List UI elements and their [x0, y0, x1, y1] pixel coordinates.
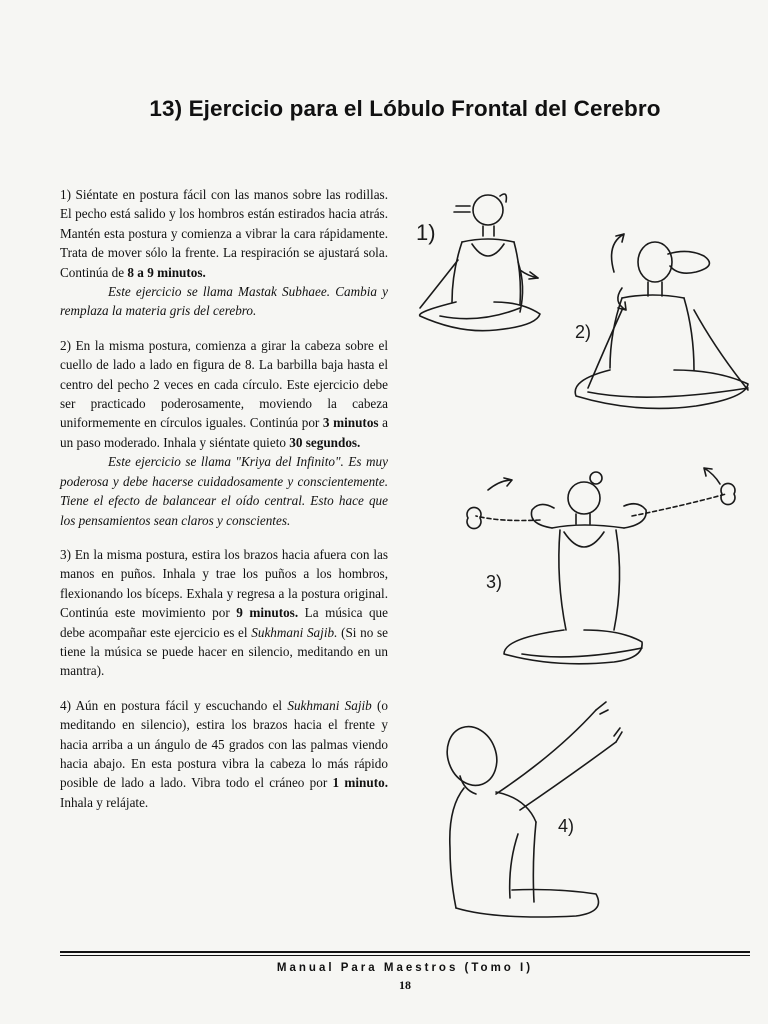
step-2-note: Este ejercicio se llama "Kriya del Infinito". Es muy poderosa y debe hacerse cuidadosamente y conscientemente. Tiene el efecto de balancear el oído central. Esto hace que los pensamientos sean claros y conscientes.	[60, 454, 388, 528]
page-title: 13) Ejercicio para el Lóbulo Frontal del Cerebro	[149, 96, 661, 121]
step-4-text-2: (o meditando en silencio), estira los brazos hacia el frente y hacia arriba a un ángulo de 45 grados con las palmas viendo hacia abajo. En esta postura vibra la cabeza lo más rápido posible de lado a lado. Vibra todo el cráneo por	[60, 697, 388, 791]
step-1-text: 1) Siéntate en postura fácil con las manos sobre las rodillas. El pecho está salido y los hombros están estirados hacia atrás. Mantén esta postura y comienza a vibrar la cara rápidamente. Trata de mover sólo la frente. La respiración se ajustará sola. Continúa de	[60, 187, 388, 280]
figure-3-label: 3)	[486, 572, 503, 592]
figure-1-illustration	[420, 194, 540, 331]
step-4-paragraph	[60, 696, 388, 812]
footer-title: Manual Para Maestros (Tomo I)	[276, 962, 534, 974]
step-2-rest: 30 segundos.	[289, 434, 361, 450]
figure-2-illustration	[575, 234, 748, 408]
step-4-music: Sukhmani Sajib	[287, 697, 372, 713]
step-1-paragraph	[60, 185, 388, 321]
step-3-paragraph	[60, 545, 388, 681]
step-3-text-2: La música que debe acompañar este ejercicio es el	[60, 605, 388, 640]
instructions-column	[60, 185, 388, 827]
step-4-text: 4) Aún en postura fácil y escuchando el	[60, 697, 288, 713]
step-4-text-3: Inhala y relájate.	[60, 794, 149, 810]
figure-4-label: 4)	[558, 816, 575, 836]
footer-rule-thin	[60, 955, 750, 956]
footer-rule	[60, 951, 750, 953]
illustrations	[400, 170, 768, 950]
step-3-music: Sukhmani Sajib.	[251, 624, 338, 640]
figure-3-illustration	[467, 468, 735, 664]
figure-4-illustration	[439, 702, 622, 917]
step-1-duration: 8 a 9 minutos.	[127, 264, 206, 280]
step-2-text-2: a un paso moderado. Inhala y siéntate quieto	[60, 415, 388, 450]
step-3-text-3: (Si no se tiene la música se puede hacer en silencio, meditando en un mantra).	[60, 624, 388, 679]
step-2-text: 2) En la misma postura, comienza a girar la cabeza sobre el cuello de lado a lado en figura de 8. La barbilla baja hasta el centro del pecho 2 veces en cada círculo. Este ejercicio debe ser practicado poderosamente, moviendo la cabeza uniformemente en círculos iguales. Continúa por	[60, 337, 388, 431]
step-4-duration: 1 minuto.	[332, 775, 388, 791]
step-3-text: 3) En la misma postura, estira los brazos hacia afuera con las manos en puños. Inhala y trae los puños a los hombros, flexionando los bíceps. Exhala y regresa a la postura original. Continúa este movimiento por	[60, 546, 388, 621]
page-number: 18	[399, 978, 411, 992]
step-3-duration: 9 minutos.	[236, 605, 299, 621]
step-1-note: Este ejercicio se llama Mastak Subhaee. Cambia y remplaza la materia gris del cerebro.	[60, 284, 388, 319]
figure-2-label: 2)	[575, 322, 592, 342]
figure-1-label: 1)	[416, 220, 436, 245]
step-2-paragraph	[60, 336, 388, 530]
step-2-duration: 3 minutos	[322, 415, 379, 431]
